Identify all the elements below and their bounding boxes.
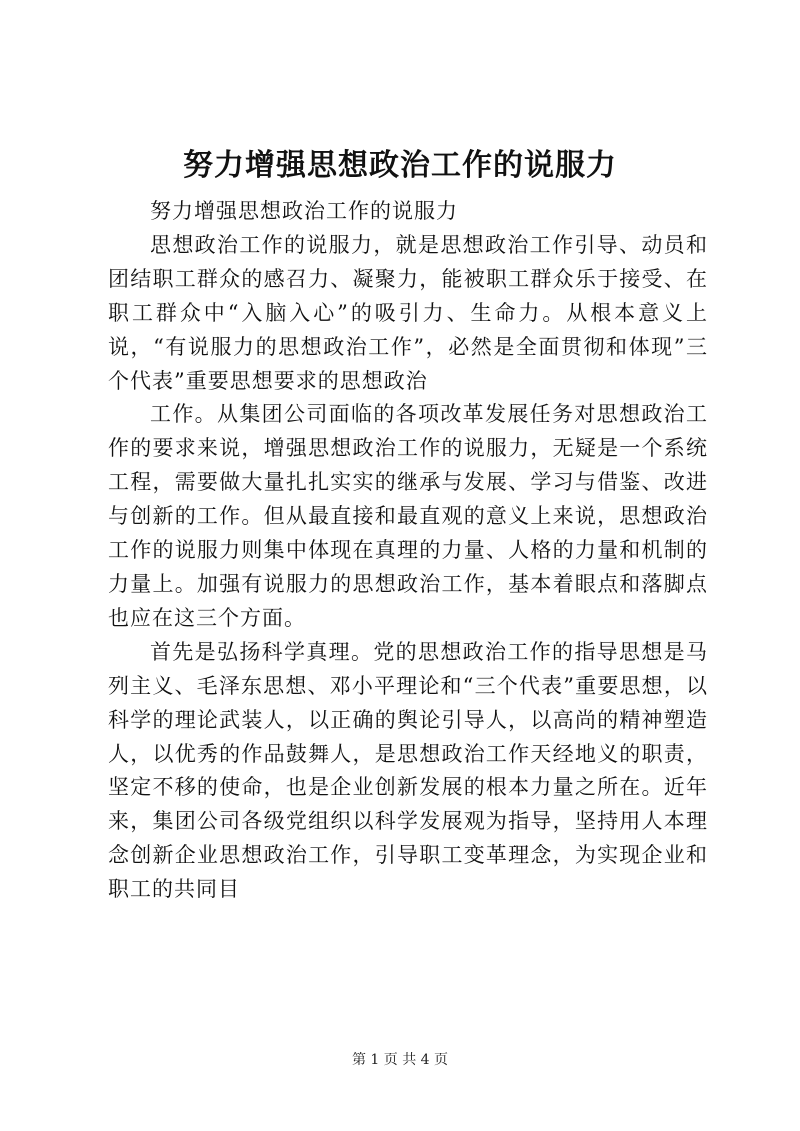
paragraph-subtitle: 努力增强思想政治工作的说服力 (150, 199, 458, 223)
page-footer: 第 1 页 共 4 页 (351, 1052, 449, 1068)
paragraph-intro: 思想政治工作的说服力，就是思想政治工作引导、动员和团结职工群众的感召力、凝聚力，能被职工群众乐于接受、在职工群众中“入脑入心”的吸引力、生命力。从根本意义上说，“有说服力的思想政治工作”，必然是全面贯彻和体现”三个代表”重要思想要求的思想政治 (108, 232, 708, 393)
document-body (108, 195, 708, 907)
document-title: 努力增强思想政治工作的说服力 (183, 148, 617, 183)
paragraph-work: 工作。从集团公司面临的各项改革发展任务对思想政治工作的要求来说，增强思想政治工作的说服力，无疑是一个系统工程，需要做大量扎扎实实的继承与发展、学习与借鉴、改进与创新的工作。但从最直接和最直观的意义上来说，思想政治工作的说服力则集中体现在真理的力量、人格的力量和机制的力量上。加强有说服力的思想政治工作，基本着眼点和落脚点也应在这三个方面。 (108, 402, 708, 630)
paragraph-truth: 首先是弘扬科学真理。党的思想政治工作的指导思想是马列主义、毛泽东思想、邓小平理论和“三个代表”重要思想，以科学的理论武装人，以正确的舆论引导人，以高尚的精神塑造人，以优秀的作品鼓舞人，是思想政治工作天经地义的职责，坚定不移的使命，也是企业创新发展的根本力量之所在。近年来，集团公司各级党组织以科学发展观为指导，坚持用人本理念创新企业思想政治工作，引导职工变革理念，为实现企业和职工的共同目 (108, 639, 708, 902)
